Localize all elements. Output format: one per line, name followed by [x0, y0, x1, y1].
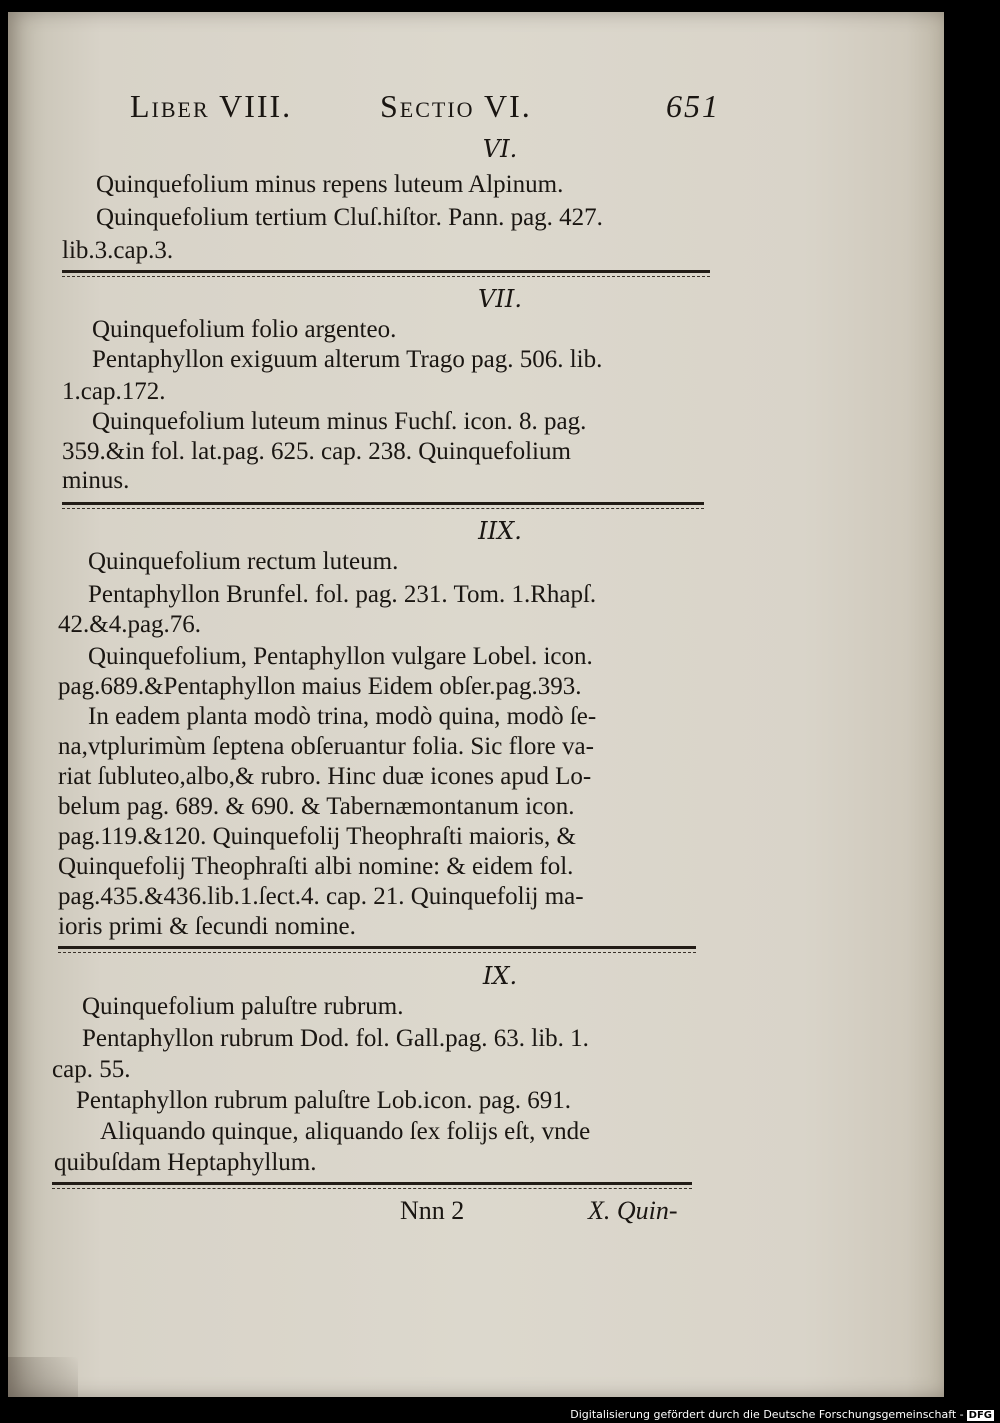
credit-text: Digitalisierung gefördert durch die Deutsche Forschungsgemeinschaft -: [570, 1408, 964, 1421]
text-line: riat ſubluteo,albo,& rubro. Hinc duæ icones apud Lo-: [58, 763, 592, 790]
text-line: cap. 55.: [52, 1056, 131, 1083]
header-liber: Liber VIII.: [130, 88, 293, 124]
page-number: 651: [666, 88, 720, 124]
text-line: Quinquefolium folio argenteo.: [92, 316, 397, 343]
text-line: Quinquefolium, Pentaphyllon vulgare Lobel. icon.: [88, 643, 593, 670]
text-line: Quinquefolium tertium Cluſ.hiſtor. Pann. pag. 427.: [96, 204, 603, 231]
text-line: Aliquando quinque, aliquando ſex folijs eſt, vnde: [100, 1118, 591, 1145]
text-line: Pentaphyllon exiguum alterum Trago pag. 506. lib.: [92, 346, 603, 373]
text-line: Quinquefolij Theophraſti albi nomine: & eidem fol.: [58, 853, 574, 880]
digitization-credit: [570, 1408, 994, 1421]
dfg-logo: DFG: [968, 1410, 992, 1421]
text-line: ioris primi & ſecundi nomine.: [58, 913, 356, 940]
text-line: 42.&4.pag.76.: [58, 611, 202, 638]
text-line: quibuſdam Heptaphyllum.: [54, 1149, 317, 1176]
text-line: Quinquefolium minus repens luteum Alpinum.: [96, 171, 564, 198]
section-heading-vii: VII.: [478, 285, 522, 313]
text-line: Quinquefolium paluſtre rubrum.: [82, 993, 404, 1020]
section-heading-iix: IIX.: [478, 517, 522, 545]
text-line: minus.: [62, 467, 130, 494]
text-line: Pentaphyllon Brunfel. fol. pag. 231. Tom. 1.Rhapſ.: [88, 581, 597, 608]
text-line: belum pag. 689. & 690. & Tabernæmontanum icon.: [58, 793, 575, 820]
text-line: 359.&in fol. lat.pag. 625. cap. 238. Quinquefolium: [62, 438, 571, 465]
section-heading-ix: IX.: [482, 962, 518, 990]
text-line: na,vtplurimùm ſeptena obſeruantur folia. Sic flore va-: [58, 733, 594, 760]
text-line: pag.689.&Pentaphyllon maius Eidem obſer.pag.393.: [58, 673, 582, 700]
section-rule: [58, 946, 696, 949]
signature-mark: Nnn 2: [400, 1196, 465, 1225]
catchword: X. Quin-: [588, 1196, 678, 1225]
text-line: Quinquefolium luteum minus Fuchſ. icon. 8. pag.: [92, 408, 587, 435]
section-rule: [52, 1182, 692, 1185]
text-line: In eadem planta modò trina, modò quina, modò ſe-: [88, 703, 597, 730]
section-rule: [62, 270, 710, 273]
text-line: Quinquefolium rectum luteum.: [88, 548, 399, 575]
section-heading-vi: VI.: [482, 135, 518, 163]
text-line: Pentaphyllon rubrum paluſtre Lob.icon. pag. 691.: [76, 1087, 572, 1114]
text-line: Pentaphyllon rubrum Dod. fol. Gall.pag. 63. lib. 1.: [82, 1025, 589, 1052]
text-line: lib.3.cap.3.: [62, 237, 174, 264]
text-line: 1.cap.172.: [62, 378, 166, 405]
header-sectio: Sectio VI.: [380, 88, 532, 124]
text-line: pag.435.&436.lib.1.ſect.4. cap. 21. Quinquefolij ma-: [58, 883, 584, 910]
section-rule: [62, 502, 704, 505]
text-line: pag.119.&120. Quinquefolij Theophraſti maioris, &: [58, 823, 576, 850]
running-header: [130, 88, 720, 138]
